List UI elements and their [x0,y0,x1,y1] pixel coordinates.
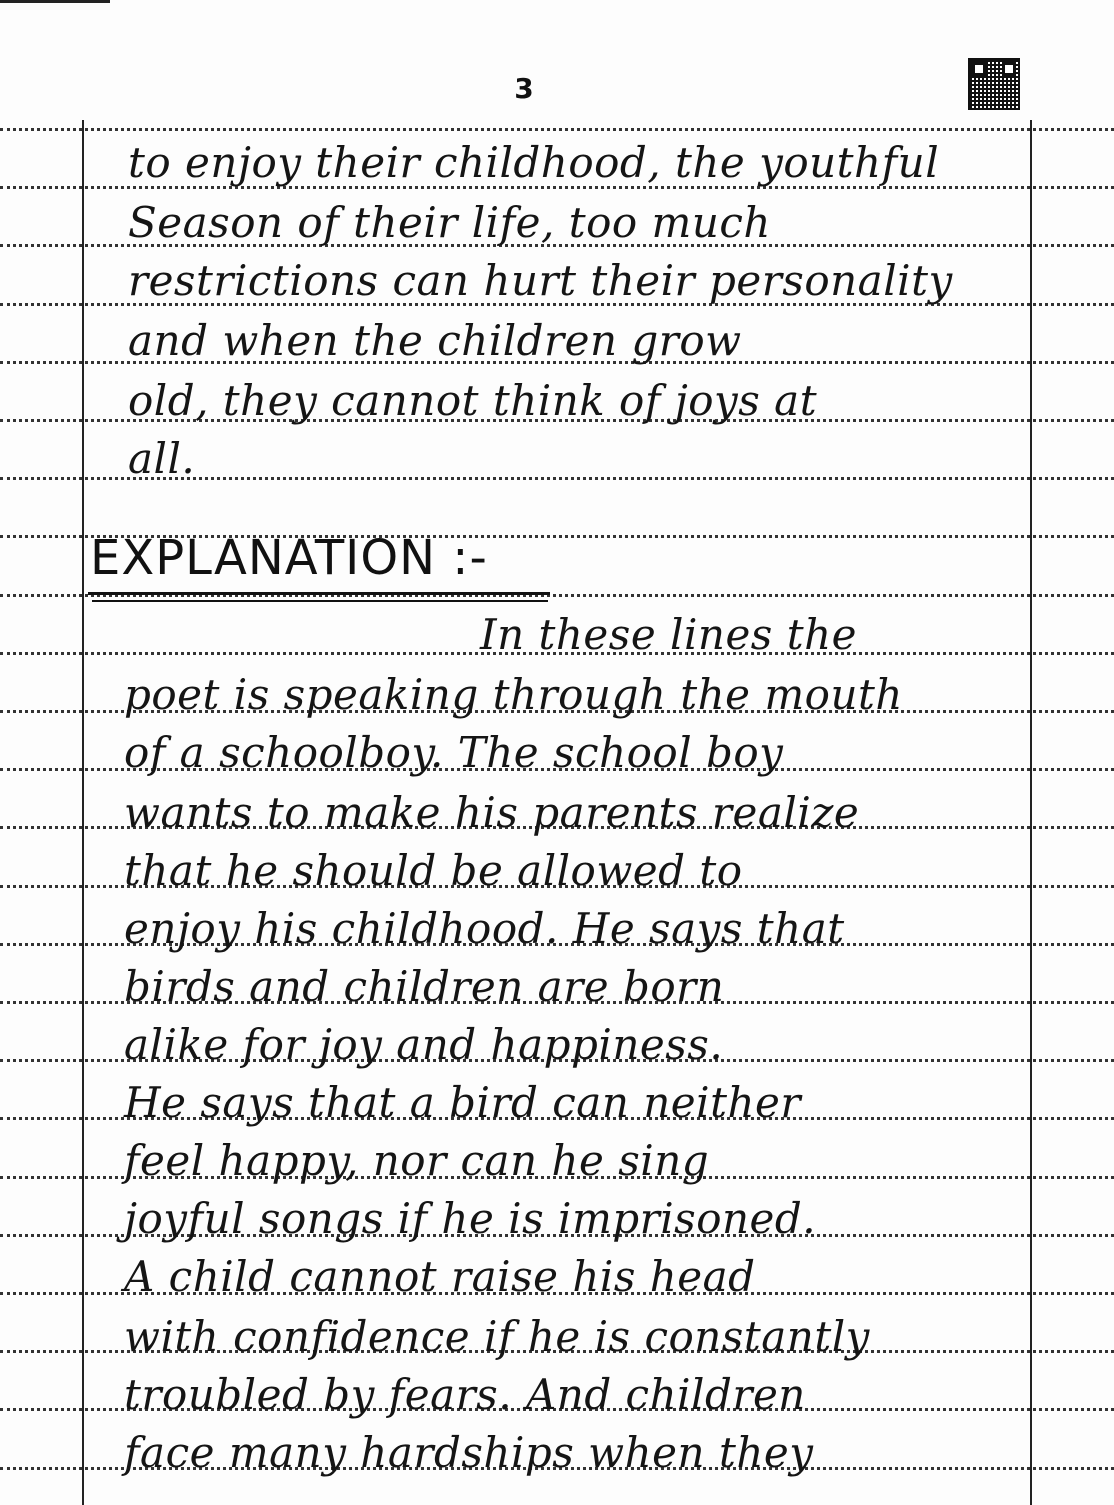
ruled-line [0,128,1114,131]
text-line: feel happy, nor can he sing [124,1136,710,1185]
text-line: that he should be allowed to [124,846,743,895]
left-margin-line [82,120,84,1505]
heading-underline [88,592,550,595]
text-line: all. [128,434,196,483]
heading-underline [92,600,548,602]
text-line: with confidence if he is constantly [124,1312,870,1361]
text-line: wants to make his parents realize [124,788,860,837]
right-margin-line [1030,120,1032,1505]
text-line: restrictions can hurt their personality [128,256,953,305]
section-heading: EXPLANATION :- [90,530,488,586]
text-line: A child cannot raise his head [124,1252,756,1301]
text-line: troubled by fears. And children [124,1370,806,1419]
page-number: 3 [514,72,534,105]
text-line: He says that a bird can neither [124,1078,801,1127]
corner-mark [0,0,110,13]
text-line: face many hardships when they [124,1428,814,1477]
text-line: Season of their life, too much [128,198,771,247]
text-line: alike for joy and happiness. [124,1020,724,1069]
text-line: In these lines the [480,610,857,659]
qr-code-icon [968,58,1020,110]
text-line: joyful songs if he is imprisoned. [124,1194,817,1243]
text-line: of a schoolboy. The school boy [124,728,784,777]
text-line: poet is speaking through the mouth [124,670,903,719]
text-line: enjoy his childhood. He says that [124,904,845,953]
text-line: and when the children grow [128,316,742,365]
text-line: to enjoy their childhood, the youthful [128,138,940,187]
text-line: old, they cannot think of joys at [128,376,818,425]
text-line: birds and children are born [124,962,725,1011]
